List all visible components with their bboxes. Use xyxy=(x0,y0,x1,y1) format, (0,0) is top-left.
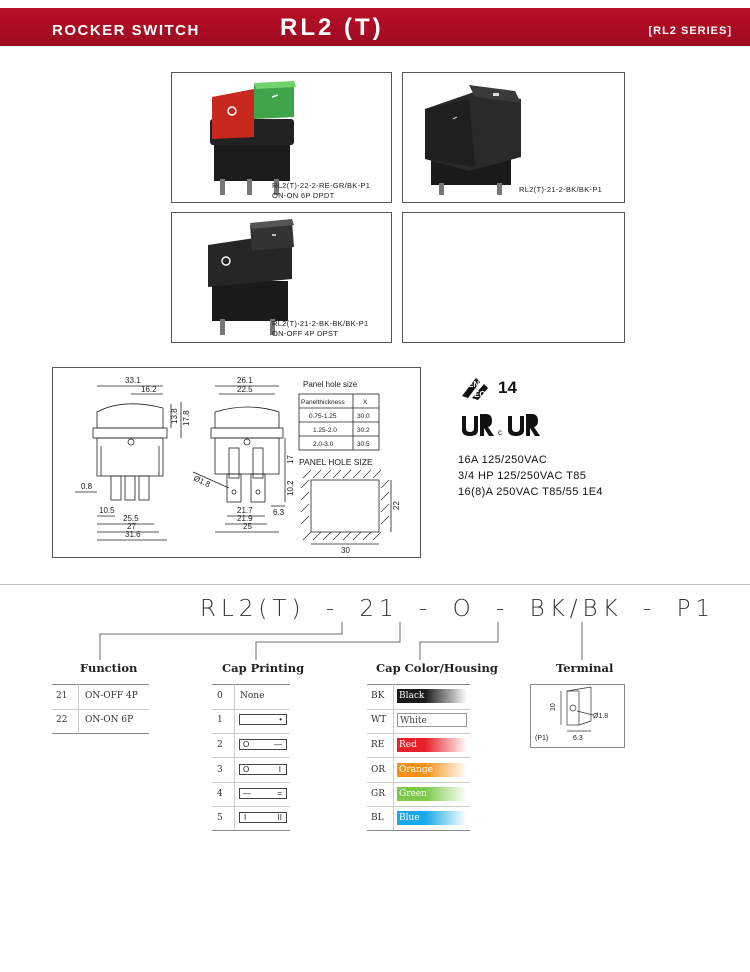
divider xyxy=(367,757,470,758)
product-photo-red-green xyxy=(171,72,392,203)
cap-symbol-box xyxy=(239,788,287,799)
model-code xyxy=(200,596,715,622)
color-code: BL xyxy=(371,813,384,823)
divider xyxy=(52,733,149,734)
cap-symbol-right: • xyxy=(279,715,282,724)
dim-label: 22 xyxy=(392,501,401,510)
enec-number: 14 xyxy=(498,378,517,397)
cap-printing-code: 2 xyxy=(217,740,223,750)
cap-symbol-left: I xyxy=(244,813,247,822)
color-swatch-orange: Orange xyxy=(397,763,467,777)
model-code-dash: - xyxy=(418,596,433,622)
dim-label: 10.2 xyxy=(286,480,295,496)
color-swatch-white: White xyxy=(397,713,467,727)
cap-symbol-box xyxy=(239,764,287,775)
color-swatch-red: Red xyxy=(397,738,467,752)
cap-printing-desc: None xyxy=(240,691,265,701)
product-code: RL2(T)-22-2-RE-GR/BK-P1 xyxy=(272,181,371,190)
dim-label: Ø1.8 xyxy=(192,473,212,490)
divider xyxy=(367,684,470,685)
color-swatch-black: Black xyxy=(397,689,467,703)
color-swatch-blue: Blue xyxy=(397,811,467,825)
divider xyxy=(212,830,290,831)
model-code-dash: - xyxy=(643,596,657,622)
switch-black-image xyxy=(417,79,527,197)
terminal-title: Terminal xyxy=(556,661,614,675)
dimension-drawing xyxy=(52,367,421,558)
divider xyxy=(212,733,290,734)
section-divider xyxy=(0,584,750,585)
divider xyxy=(52,709,149,710)
rating-line: 16(8)A 250VAC T85/55 1E4 xyxy=(458,486,603,498)
cap-symbol-box xyxy=(239,812,287,823)
dimension-drawing-svg xyxy=(53,368,420,557)
function-desc: ON-ON 6P xyxy=(85,715,134,725)
divider xyxy=(78,684,79,733)
dim-label: 16.2 xyxy=(141,385,157,394)
dim-label: 25.5 xyxy=(123,514,139,523)
color-code: OR xyxy=(371,765,386,775)
cap-symbol-box xyxy=(239,739,287,750)
dim-label: 17.8 xyxy=(182,410,191,426)
header-model-title: RL2 (T) xyxy=(280,14,384,41)
ur-logo-icon xyxy=(458,412,548,442)
cap-symbol-right: = xyxy=(277,789,282,798)
dim-label: 31.6 xyxy=(125,530,141,539)
dim-label: 10.5 xyxy=(99,506,115,515)
product-code: RL2(T)-21-2-BK-BK/BK-P1 xyxy=(272,319,369,328)
divider xyxy=(212,782,290,783)
svg-text:EN: EN xyxy=(468,380,480,389)
terminal-label: (P1) xyxy=(535,735,549,742)
dim-label: 21.9 xyxy=(237,514,253,523)
color-code: RE xyxy=(371,740,385,750)
dim-label: 26.1 xyxy=(237,376,253,385)
color-code: BK xyxy=(371,691,385,701)
divider xyxy=(367,830,470,831)
product-type: ON-OFF 4P DPST xyxy=(272,329,339,338)
ul-c-mark: c xyxy=(498,428,502,437)
cap-printing-title: Cap Printing xyxy=(222,661,305,675)
divider xyxy=(367,733,470,734)
function-code: 21 xyxy=(56,691,68,701)
model-code-cap-printing: O xyxy=(452,596,476,622)
header-category: ROCKER SWITCH xyxy=(52,22,200,39)
cap-symbol-box xyxy=(239,714,287,725)
panel-table-header: X xyxy=(363,399,368,406)
cap-symbol-left: O xyxy=(243,765,250,774)
svg-text:EC: EC xyxy=(474,390,486,399)
page-header xyxy=(0,8,750,46)
enec-mark xyxy=(458,372,538,402)
function-code: 22 xyxy=(56,715,68,725)
product-caption xyxy=(519,185,602,195)
dim-label: 6.3 xyxy=(273,508,285,517)
terminal-dim: Ø1.8 xyxy=(593,713,609,720)
header-series: [RL2 SERIES] xyxy=(648,25,732,37)
terminal-diagram xyxy=(530,684,625,748)
panel-table-cell: 30.0 xyxy=(357,413,370,420)
cap-symbol-right: — xyxy=(274,740,282,749)
ratings-list xyxy=(458,452,603,500)
rating-line: 16A 125/250VAC xyxy=(458,454,548,466)
dim-label: 22.5 xyxy=(237,385,253,394)
divider xyxy=(367,709,470,710)
cap-symbol-right: II xyxy=(277,813,282,822)
model-code-series: RL2(T) xyxy=(200,596,306,622)
product-code: RL2(T)-21-2-BK/BK-P1 xyxy=(519,185,603,194)
color-code: WT xyxy=(371,715,387,725)
cap-color-title: Cap Color/Housing xyxy=(376,661,498,675)
panel-table-header: Panelthickness xyxy=(301,399,345,406)
panel-table-cell: 30.5 xyxy=(357,441,370,448)
terminal-p1-drawing xyxy=(531,685,624,747)
panel-table-cell: 1.25-2.0 xyxy=(313,427,337,434)
cap-symbol-left: — xyxy=(243,789,251,798)
rating-line: 3/4 HP 125/250VAC T85 xyxy=(458,470,587,482)
panel-table-cell: 2.0-3.0 xyxy=(313,441,334,448)
dim-label: 21.7 xyxy=(237,506,253,515)
ul-mark xyxy=(458,412,548,442)
code-connector-lines xyxy=(0,620,750,662)
panel-hole-title: PANEL HOLE SIZE xyxy=(299,457,373,467)
panel-table-cell: 0.75-1.25 xyxy=(309,413,337,420)
divider xyxy=(212,806,290,807)
divider xyxy=(212,709,290,710)
cap-symbol-right: I xyxy=(278,765,281,774)
dim-label: 30 xyxy=(341,546,350,555)
dim-label: 13.8 xyxy=(170,408,179,424)
divider xyxy=(212,757,290,758)
color-code: GR xyxy=(371,789,385,799)
model-code-color: BK/BK xyxy=(529,596,623,622)
cap-printing-code: 1 xyxy=(217,715,223,725)
divider xyxy=(367,806,470,807)
model-code-dash: - xyxy=(325,596,340,622)
divider xyxy=(212,684,290,685)
dim-label: 33.1 xyxy=(125,376,141,385)
panel-table-cell: 30.2 xyxy=(357,427,370,434)
product-caption xyxy=(272,181,370,201)
product-type: ON-ON 6P DPDT xyxy=(272,191,335,200)
empty-photo-box xyxy=(402,212,625,343)
switch-red-green-image xyxy=(202,79,302,197)
product-photo-black xyxy=(402,72,625,203)
divider xyxy=(52,684,149,685)
cap-printing-code: 4 xyxy=(217,789,223,799)
color-swatch-green: Green xyxy=(397,787,467,801)
product-caption xyxy=(272,319,369,339)
dim-label: 17 xyxy=(286,455,295,464)
terminal-dim: 10 xyxy=(550,703,557,711)
cap-printing-code: 0 xyxy=(217,691,223,701)
product-photo-black-2 xyxy=(171,212,392,343)
dim-label: 27 xyxy=(127,522,136,531)
model-code-dash: - xyxy=(496,596,510,622)
divider xyxy=(367,782,470,783)
dim-label: 25 xyxy=(243,522,252,531)
dim-label: 0.8 xyxy=(81,482,93,491)
cap-symbol-left: O xyxy=(243,740,250,749)
model-code-terminal: P1 xyxy=(676,596,716,622)
model-code-function: 21 xyxy=(359,596,399,622)
function-desc: ON-OFF 4P xyxy=(85,691,138,701)
panel-table-title: Panel hole size xyxy=(303,380,358,389)
cap-printing-code: 5 xyxy=(217,813,223,823)
function-title: Function xyxy=(80,661,138,675)
terminal-dim: 6.3 xyxy=(573,735,583,742)
cap-printing-code: 3 xyxy=(217,765,223,775)
